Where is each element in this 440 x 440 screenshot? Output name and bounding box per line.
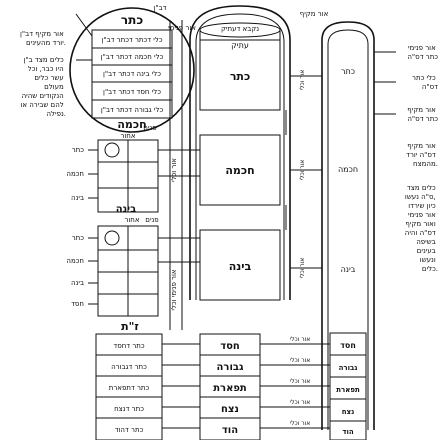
zat-mid-label-1: אור וכלי xyxy=(289,336,311,343)
zat-left-2: כתר דגבורה xyxy=(111,363,147,371)
top-label-or-makif: אור מקיף xyxy=(299,10,329,18)
atik-label: עתיק xyxy=(231,41,249,50)
right-netzach: נצח xyxy=(341,408,355,416)
keter-row-2: כלי חכמה דכתר דב"ן xyxy=(100,53,164,61)
bina-title: בינה xyxy=(115,204,137,215)
keter-row-3: כלי בינה דכתר דב"ן xyxy=(103,70,161,78)
central-chochma: חכמה xyxy=(225,164,255,177)
zat-mid-label-2: אור וכלי xyxy=(289,357,311,364)
bina-header-left: פנים xyxy=(145,216,159,224)
zat-mid-label-3: אור וכלי xyxy=(289,378,311,385)
zat-left-5: כתר דהוד xyxy=(114,426,144,434)
zat-center-4: נצח xyxy=(221,404,239,415)
right-chesed: חסד xyxy=(340,341,356,350)
zat-mid-label-4: אור וכלי xyxy=(289,399,311,406)
right-keter: כתר xyxy=(340,67,356,76)
zat-left-1: כתר דחסד xyxy=(113,342,145,350)
chochma-block xyxy=(66,124,200,212)
top-label-dbn: דב"ן xyxy=(153,4,167,12)
right-chochma: חכמה xyxy=(337,165,359,174)
top-label-or-pnimi: אור פנימי xyxy=(168,24,196,32)
right-hod: הוד xyxy=(342,428,354,436)
connector-label-bina: אור וכלי xyxy=(299,257,306,279)
right-note-2: כלי כתר דס"ה xyxy=(412,74,438,91)
nikva-label: נקבא דעתיק xyxy=(220,25,260,33)
vertical-or-vekli: אור וכלי xyxy=(170,158,178,182)
keter-row-1: כלי דכתר דכתר דב"ן xyxy=(101,36,163,44)
left-note-2: כלים מצד ב"ן היו כבר, וכל עשר כלים מעולם הנקודים שהיה להם שבירה או נפילה. xyxy=(20,56,66,118)
zat-mid-label-5: אור וכלי xyxy=(289,420,311,427)
bina-row-bina: בינה xyxy=(71,279,84,287)
bina-block xyxy=(66,204,200,316)
zat-center-3: תפארת xyxy=(213,383,247,394)
vertical-or-pnimi-vekli: אור פנימי וכלי xyxy=(170,269,178,311)
bina-circle xyxy=(105,231,119,245)
zat-left-4: כתר דנצח xyxy=(114,405,144,413)
chochma-header-left: פנים xyxy=(143,124,157,132)
bina-header-right: אחור xyxy=(124,216,140,224)
right-column xyxy=(322,22,374,440)
central-arch-inner xyxy=(196,14,284,300)
zat-left-3: כתר דתפארת xyxy=(108,384,150,392)
central-bina: בינה xyxy=(228,260,252,273)
left-note-1-line2: יורד מהעינים. xyxy=(26,39,66,47)
left-note-1 xyxy=(20,30,66,47)
keter-row-5: כלי גבורה דכתר דב"ן xyxy=(100,106,164,114)
bina-row-chochma: חכמה xyxy=(66,257,84,265)
zat-block xyxy=(96,320,330,440)
right-tiferet: תפארת xyxy=(336,386,360,394)
left-note-1-line1: אור מקיף דב"ן xyxy=(20,30,64,38)
central-keter: כתר xyxy=(229,70,251,83)
right-note-1: אור פנימי כתר דס"ה xyxy=(407,44,438,61)
chochma-row-chochma: חכמה xyxy=(66,170,84,178)
zat-center-5: הוד xyxy=(221,425,239,436)
right-notes xyxy=(374,44,438,273)
central-arch-outer xyxy=(190,6,290,300)
bina-row-keter: כתר xyxy=(71,234,84,242)
keter-bottom-label: חכמה xyxy=(117,118,147,131)
right-gevura: גבורה xyxy=(338,364,358,372)
right-note-4: אור מקיף דס"ה יורד מהמצח. xyxy=(406,142,438,168)
right-note-3: אור מקיף כתר דס"ה xyxy=(407,106,438,123)
right-bina: בינה xyxy=(340,265,356,274)
chochma-circle xyxy=(105,143,119,157)
keter-row-4: כלי חסד דכתר דב"ן xyxy=(103,88,161,96)
right-note-5: כלים מצד ס"ה נעשו, כיון שירדו אור פנימי ואור מקיף דס"ה והיה בשיפה בעינים ונעשו כלים. xyxy=(404,184,438,273)
central-column xyxy=(190,6,290,300)
chochma-row-bina: בינה xyxy=(71,194,84,202)
left-notes xyxy=(20,30,66,118)
keter-circle-label: כתר xyxy=(120,13,144,27)
chochma-header-right: אחור xyxy=(120,132,136,140)
zat-center-1: חסד xyxy=(220,341,240,352)
zat-title: ז"ת xyxy=(121,320,139,333)
connector-label-chochma: אור וכלי xyxy=(299,159,306,181)
bina-row-chesed: חסד xyxy=(71,300,84,308)
connector-label-keter: אור וכלי xyxy=(299,69,306,91)
zat-center-2: גבורה xyxy=(216,362,244,373)
chochma-row-keter: כתר xyxy=(71,146,84,154)
